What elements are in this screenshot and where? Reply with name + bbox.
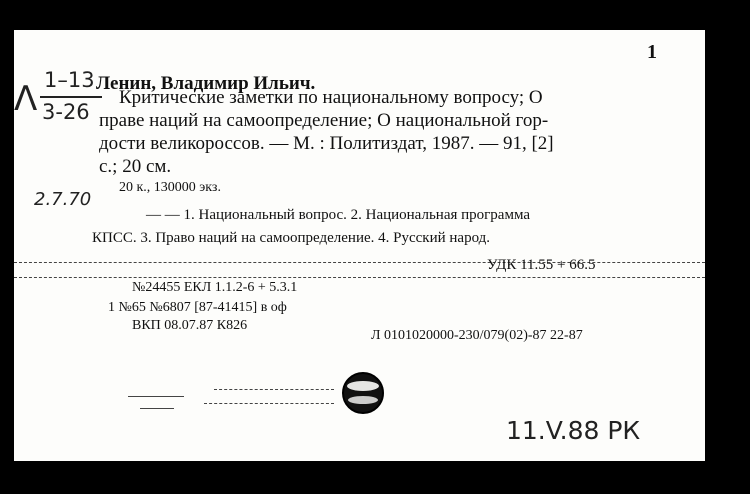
subjects-line-1: — — 1. Национальный вопрос. 2. Национальная программа: [146, 207, 531, 223]
title-line-1: Критические заметки по национальному вопросу; О: [119, 87, 543, 108]
tech-line-1: №24455 ЕКЛ 1.1.2-6 + 5.3.1: [132, 280, 298, 295]
handwritten-call-prefix: Λ: [14, 79, 38, 119]
index-code: Л 0101020000-230/079(02)-87 22-87: [371, 328, 583, 343]
udk-code: УДК 11.55 + 66.5: [487, 257, 596, 273]
catalog-card: [14, 30, 705, 461]
title-line-4: с.; 20 см.: [99, 156, 172, 177]
handwritten-mark: 2.7.70: [34, 189, 92, 210]
price-print-run: 20 к., 130000 экз.: [119, 180, 221, 195]
scribble-dash: [204, 403, 334, 404]
dashed-rule-upper: [14, 262, 705, 263]
subjects-line-2: КПСС. 3. Право наций на самоопределение. 4. Русский народ.: [92, 230, 491, 246]
title-line-3: дости великороссов. — М. : Политиздат, 1987. — 91, [2]: [99, 133, 554, 154]
scribble-dash: [214, 389, 334, 390]
handwritten-call-top: 1–13: [44, 68, 95, 92]
tech-line-2: 1 №65 №6807 [87-41415] в оф: [108, 300, 287, 315]
handwritten-call-bottom: 3-26: [42, 100, 90, 124]
scribble-dash: [128, 396, 184, 397]
card-number: 1: [647, 41, 657, 63]
dashed-rule-lower: [14, 277, 705, 278]
handwritten-date: 11.V.88 РК: [506, 416, 641, 445]
author-heading: Ленин, Владимир Ильич.: [96, 73, 316, 94]
title-line-2: праве наций на самоопределение; О национальной гор-: [99, 110, 549, 131]
tech-line-3: ВКП 08.07.87 К826: [132, 318, 248, 333]
punch-hole-icon: [341, 371, 385, 415]
handwritten-fraction-line: [40, 96, 102, 98]
scribble-dash: [140, 408, 174, 409]
